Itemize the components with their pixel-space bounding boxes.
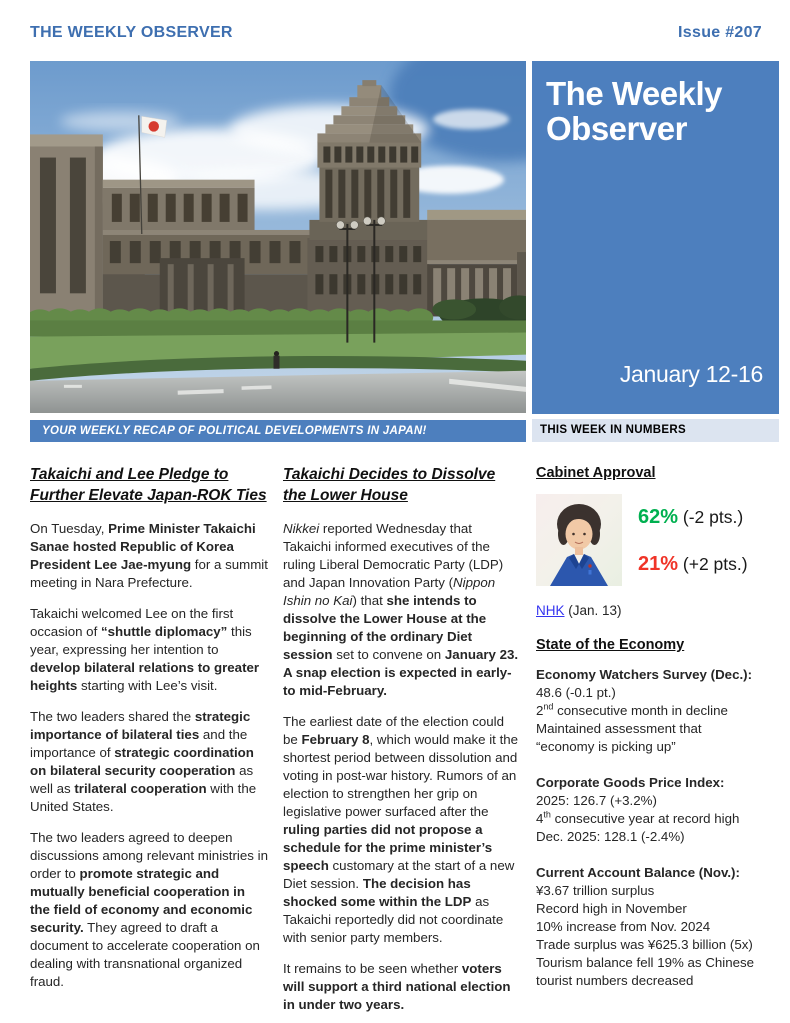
text-run: reported Wednesday that Takaichi informed executives of the ruling Liberal Democratic Party (LDP) and Japan Innovation Party ( <box>283 521 504 590</box>
economy-stat-line <box>536 792 779 810</box>
masthead-title: THE WEEKLY OBSERVER <box>30 24 233 41</box>
text-run: Takaichi welcomed Lee on the first occasion of <box>30 606 234 639</box>
text-run: develop bilateral relations to greater heights <box>30 660 260 693</box>
text-run: customary at the start of a new Diet session. <box>283 858 515 891</box>
article-title: Takaichi and Lee Pledge to Further Elevate Japan-ROK Ties <box>30 466 267 504</box>
text-run: trilateral cooperation <box>74 781 207 796</box>
text-run: as well as <box>30 763 254 796</box>
text-run: she intends to dissolve the Lower House at the beginning of the ordinary Diet session <box>283 593 487 662</box>
text-run: as Takaichi reportedly did not coordinate with senior party members. <box>283 894 504 945</box>
economy-section-title: Current Account Balance (Nov.): <box>536 865 740 880</box>
text-run: for a summit meeting in Nara Prefecture. <box>30 557 268 590</box>
approval-ratings <box>638 494 748 588</box>
article-japan-rok <box>30 462 268 1004</box>
nhk-link[interactable]: NHK <box>536 603 565 618</box>
economy-sections <box>536 666 779 990</box>
disapproval-rating <box>638 552 748 575</box>
approval-rating <box>638 505 748 528</box>
economy-stat-line <box>536 828 779 846</box>
article-body <box>30 520 268 991</box>
text-run: The two leaders shared the <box>30 709 195 724</box>
economy-heading: State of the Economy <box>536 637 685 653</box>
text-run: consecutive year at record high <box>550 811 740 826</box>
article-paragraph <box>30 605 268 695</box>
masthead <box>30 24 762 42</box>
text-run: ) that <box>352 593 387 608</box>
text-run: February 8 <box>301 732 370 747</box>
text-run: Tourism balance fell 19% as Chinese tourist numbers decreased <box>536 955 755 988</box>
tagline-banner <box>30 420 526 442</box>
text-run: “shuttle diplomacy” <box>100 624 228 639</box>
text-run: On Tuesday, <box>30 521 109 536</box>
cover-title-box <box>532 61 779 414</box>
disapproval-change: (+2 pts.) <box>678 553 748 574</box>
economy-stat-line <box>536 684 779 702</box>
tagline-text: YOUR WEEKLY RECAP OF POLITICAL DEVELOPMENTS IN JAPAN! <box>42 425 427 437</box>
text-run: It remains to be seen whether <box>283 961 462 976</box>
article-body <box>283 520 522 1014</box>
text-run: ¥3.67 trillion surplus <box>536 883 655 898</box>
economy-section <box>536 774 779 846</box>
article-paragraph <box>283 713 522 947</box>
economy-stat-line <box>536 954 779 990</box>
economy-stat-line <box>536 720 779 738</box>
text-run: voters will support a third national election in under two years. <box>283 961 511 1012</box>
issue-number: Issue #207 <box>678 24 762 41</box>
economy-stat-line <box>536 810 779 828</box>
disapproval-value: 21% <box>638 552 679 575</box>
article-paragraph <box>30 829 268 991</box>
economy-stat-line <box>536 882 779 900</box>
approval-value: 62% <box>638 505 679 528</box>
text-run: The earliest date of the election could be <box>283 714 505 747</box>
economy-stat-line <box>536 702 779 720</box>
article-paragraph <box>30 708 268 816</box>
text-run: They agreed to draft a document to accelerate cooperation on dealing with transnational organized fraud. <box>30 920 260 989</box>
cover-title: The Weekly Observer <box>546 75 722 147</box>
text-run: Dec. 2025: 128.1 (-2.4%) <box>536 829 685 844</box>
text-run: strategic coordination on bilateral security cooperation <box>30 745 254 778</box>
text-run: The two leaders agreed to deepen discussions among relevant ministries in order to <box>30 830 268 881</box>
text-run: Trade surplus was ¥625.3 billion (5x) <box>536 937 753 952</box>
text-run: starting with Lee’s visit. <box>77 678 218 693</box>
numbers-banner <box>532 419 779 442</box>
text-run: 10% increase from Nov. 2024 <box>536 919 711 934</box>
text-run: this year, expressing her intention to <box>30 624 252 657</box>
text-run: and the importance of <box>30 727 248 760</box>
text-run: with the United States. <box>30 781 257 814</box>
article-dissolution <box>283 462 522 1023</box>
text-run: 4 <box>536 811 544 826</box>
text-run: Prime Minister Takaichi Sanae hosted Republic of Korea President Lee Jae-myung <box>30 521 256 572</box>
text-run: promote strategic and mutually beneficial cooperation in the field of economy and economic security. <box>30 866 253 935</box>
text-run: Record high in November <box>536 901 687 916</box>
text-run: th <box>543 809 551 820</box>
takaichi-portrait <box>536 494 622 586</box>
economy-section-title: Corporate Goods Price Index: <box>536 775 725 790</box>
cover-date: January 12-16 <box>619 361 763 387</box>
text-run: 48.6 (-0.1 pt.) <box>536 685 616 700</box>
economy-section <box>536 666 779 756</box>
economy-stat-line <box>536 936 779 954</box>
cabinet-approval-heading: Cabinet Approval <box>536 465 656 481</box>
text-run: set to convene on <box>332 647 445 662</box>
text-run: 2025: 126.7 (+3.2%) <box>536 793 657 808</box>
text-run: 2 <box>536 703 544 718</box>
text-run: The decision has shocked some within the LDP <box>283 876 472 909</box>
economy-section <box>536 864 779 990</box>
article-paragraph <box>30 520 268 592</box>
economy-stat-line <box>536 918 779 936</box>
cabinet-approval-row <box>536 494 779 588</box>
diet-building-illustration <box>30 61 526 413</box>
text-run: strategic importance of bilateral ties <box>30 709 251 742</box>
numbers-banner-label: THIS WEEK IN NUMBERS <box>540 424 686 436</box>
text-run: consecutive month in decline <box>553 703 728 718</box>
text-run: Nippon Ishin no Kai <box>283 575 496 608</box>
article-paragraph <box>283 960 522 1014</box>
diet-building-photo <box>30 61 526 413</box>
takaichi-portrait-illustration <box>536 494 622 586</box>
numbers-sidebar <box>536 462 779 1008</box>
article-paragraph <box>283 520 522 700</box>
text-run: Maintained assessment that <box>536 721 702 736</box>
text-run: nd <box>543 701 554 712</box>
economy-stat-line <box>536 900 779 918</box>
text-run: , which would make it the shortest period between dissolution and voting in post-war history. Rumors of an election to strengthen her grip on legislative power surfaced after the <box>283 732 519 819</box>
text-run: January 23. A snap election is expected in early- to mid-February. <box>283 647 519 698</box>
poll-source <box>536 602 779 620</box>
economy-stat-line <box>536 738 779 756</box>
approval-change: (-2 pts.) <box>678 506 744 527</box>
article-title: Takaichi Decides to Dissolve the Lower House <box>283 466 496 504</box>
text-run: ruling parties did not propose a schedule for the prime minister’s speech <box>283 822 493 873</box>
poll-source-date: (Jan. 13) <box>564 603 622 618</box>
economy-section-title: Economy Watchers Survey (Dec.): <box>536 667 753 682</box>
text-run: Nikkei <box>283 521 320 536</box>
text-run: “economy is picking up” <box>536 739 676 754</box>
